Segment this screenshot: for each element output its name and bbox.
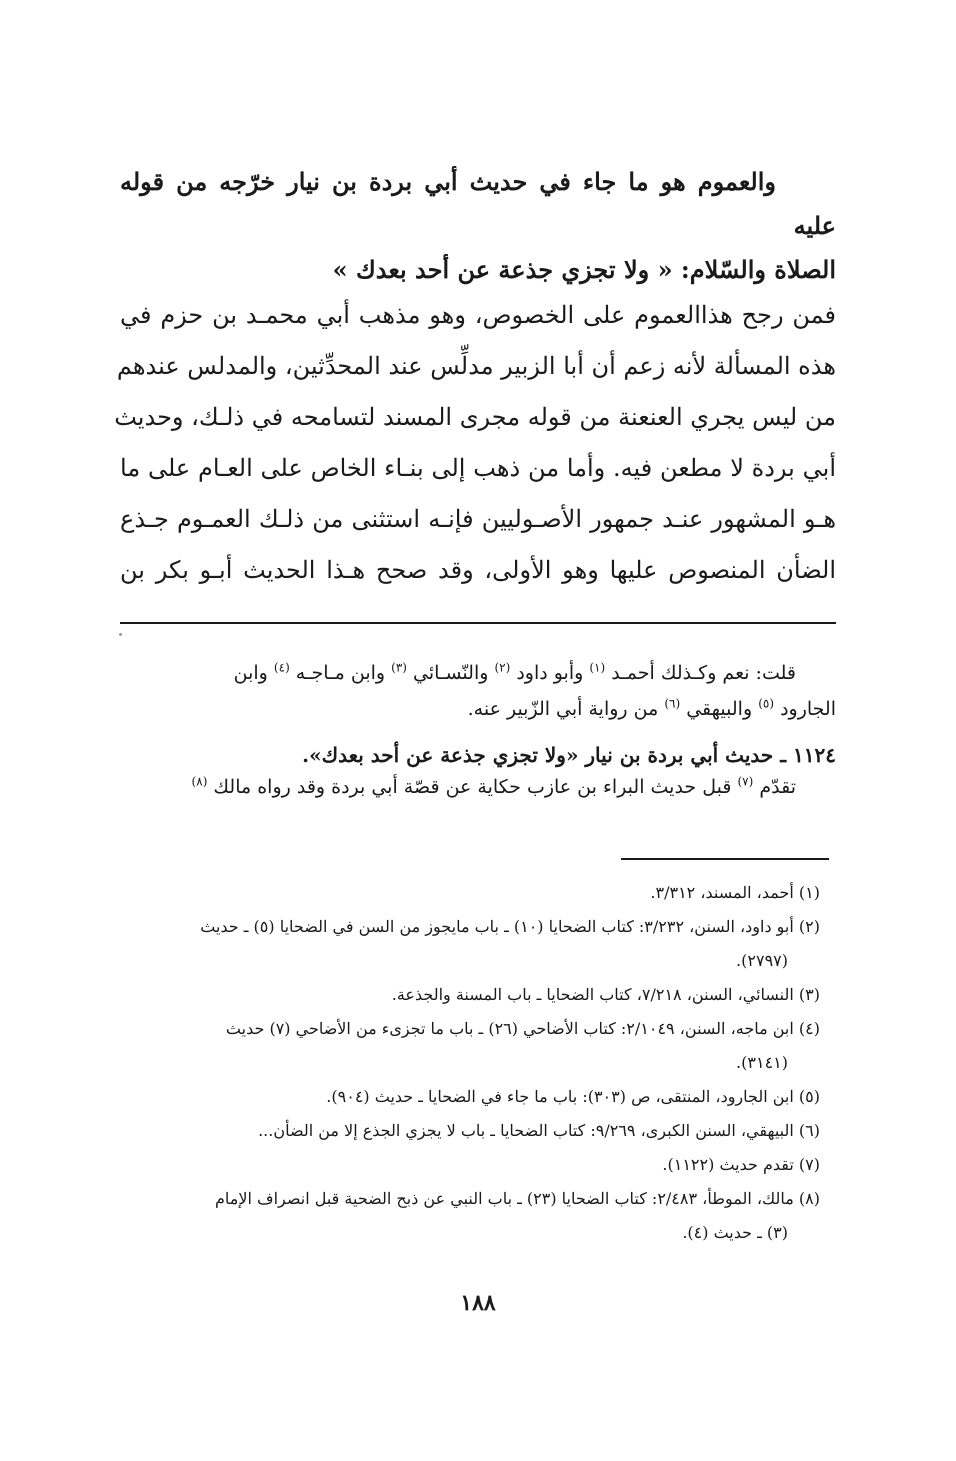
footnote-4 bbox=[110, 1012, 820, 1080]
footnote-text: (٤) ابن ماجه، السنن، ٢/١٠٤٩: كتاب الأضاحي (٢٦) ـ باب ما تجزىء من الأضاحي (٧) حديث bbox=[225, 1019, 820, 1038]
section-divider bbox=[120, 622, 836, 624]
main-line: أبي بردة لا مطعن فيه. وأما من ذهب إلى بنـاء الخاص على العـام على ما bbox=[120, 454, 836, 482]
main-line: من ليس يجري العنعنة من قوله مجرى المسند لتسامحه في ذلـك، وحديث bbox=[114, 403, 836, 431]
footnote-6: (٦) البيهقي، السنن الكبرى، ٩/٢٦٩: كتاب الضحايا ـ باب لا يجزي الجذع إلا من الضأن... bbox=[258, 1121, 820, 1140]
hadith-text bbox=[120, 770, 836, 804]
footnote-1: (١) أحمد، المسند، ٣/٣١٢. bbox=[650, 883, 820, 902]
intro-paragraph bbox=[120, 160, 836, 292]
note-text: وابن bbox=[233, 662, 268, 684]
page-speck bbox=[119, 633, 122, 636]
note-text: قلت: نعم وكـذلك أحمـد bbox=[611, 662, 796, 684]
note-text: الجارود bbox=[780, 698, 836, 720]
footnotes bbox=[110, 876, 820, 1250]
footnote-3: (٣) النسائي، السنن، ٧/٢١٨، كتاب الضحايا ـ باب المسنة والجذعة. bbox=[391, 985, 820, 1004]
note-text: وابن مـاجـه bbox=[295, 662, 386, 684]
note-text: والبيهقي bbox=[686, 698, 753, 720]
note-text: وأبو داود bbox=[516, 662, 584, 684]
footnote-ref: (٥) bbox=[758, 696, 775, 711]
footnote-continuation: (٢٧٩٧). bbox=[736, 951, 788, 970]
footnote-7: (٧) تقدم حديث (١١٢٢). bbox=[662, 1155, 820, 1174]
footnote-ref: (٢) bbox=[494, 660, 511, 675]
note-text: والنّسـائي bbox=[413, 662, 489, 684]
footnote-5: (٥) ابن الجارود، المنتقى، ص (٣٠٣): باب ما جاء في الضحايا ـ حديث (٩٠٤). bbox=[326, 1087, 820, 1106]
editor-note bbox=[120, 655, 836, 727]
footnote-continuation: (٣) ـ حديث (٤). bbox=[682, 1223, 788, 1242]
main-paragraph bbox=[114, 290, 837, 596]
footnote-divider bbox=[621, 858, 829, 860]
footnote-text: (٢) أبو داود، السنن، ٣/٢٣٢: كتاب الضحايا (١٠) ـ باب مايجوز من السن في الضحايا (٥) ـ حديث bbox=[200, 917, 820, 936]
main-line: هـو المشهور عنـد جمهور الأصـوليين فإنـه استثنى من ذلـك العمـوم جـذع bbox=[120, 505, 836, 533]
footnote-ref: (٨) bbox=[191, 774, 208, 789]
main-line: فمن رجح هذاالعموم على الخصوص، وهو مذهب أبي محمـد بن حزم في bbox=[120, 301, 836, 329]
footnote-ref: (٧) bbox=[737, 774, 754, 789]
intro-line-1: والعموم هو ما جاء في حديث أبي بردة بن نيار خرّجه من قوله عليه bbox=[120, 167, 836, 240]
note-text: من رواية أبي الزّبير عنه. bbox=[467, 698, 659, 720]
note-line-2 bbox=[120, 691, 836, 727]
hadith-text-part: تقدّم bbox=[759, 776, 796, 798]
footnote-ref: (٤) bbox=[273, 660, 290, 675]
footnote-ref: (٦) bbox=[664, 696, 681, 711]
footnote-ref: (٣) bbox=[391, 660, 407, 675]
footnote-continuation: (٣١٤١). bbox=[736, 1053, 788, 1072]
intro-line-2: الصلاة والسّلام: « ولا تجزي جذعة عن أحد بعدك » bbox=[332, 255, 836, 284]
footnote-text: (٨) مالك، الموطأ، ٢/٤٨٣: كتاب الضحايا (٢٣) ـ باب النبي عن ذبح الضحية قبل انصراف الإمام bbox=[215, 1189, 820, 1208]
main-line: الضأن المنصوص عليها وهو الأولى، وقد صحح هـذا الحديث أبـو بكر بن bbox=[120, 556, 837, 584]
page-number: ١٨٨ bbox=[460, 1290, 496, 1316]
main-line: هذه المسألة لأنه زعم أن أبا الزبير مدلِّس عند المحدِّثين، والمدلس عندهم bbox=[116, 352, 836, 380]
hadith-heading: ١١٢٤ ـ حديث أبي بردة بن نيار «ولا تجزي جذعة عن أحد بعدك». bbox=[302, 743, 836, 767]
hadith-text-part: قبل حديث البراء بن عازب حكاية عن قصّة أبي بردة وقد رواه مالك bbox=[213, 776, 732, 798]
footnote-8 bbox=[110, 1182, 820, 1250]
note-line-1 bbox=[120, 655, 836, 691]
footnote-ref: (١) bbox=[589, 660, 606, 675]
footnote-2 bbox=[110, 910, 820, 978]
